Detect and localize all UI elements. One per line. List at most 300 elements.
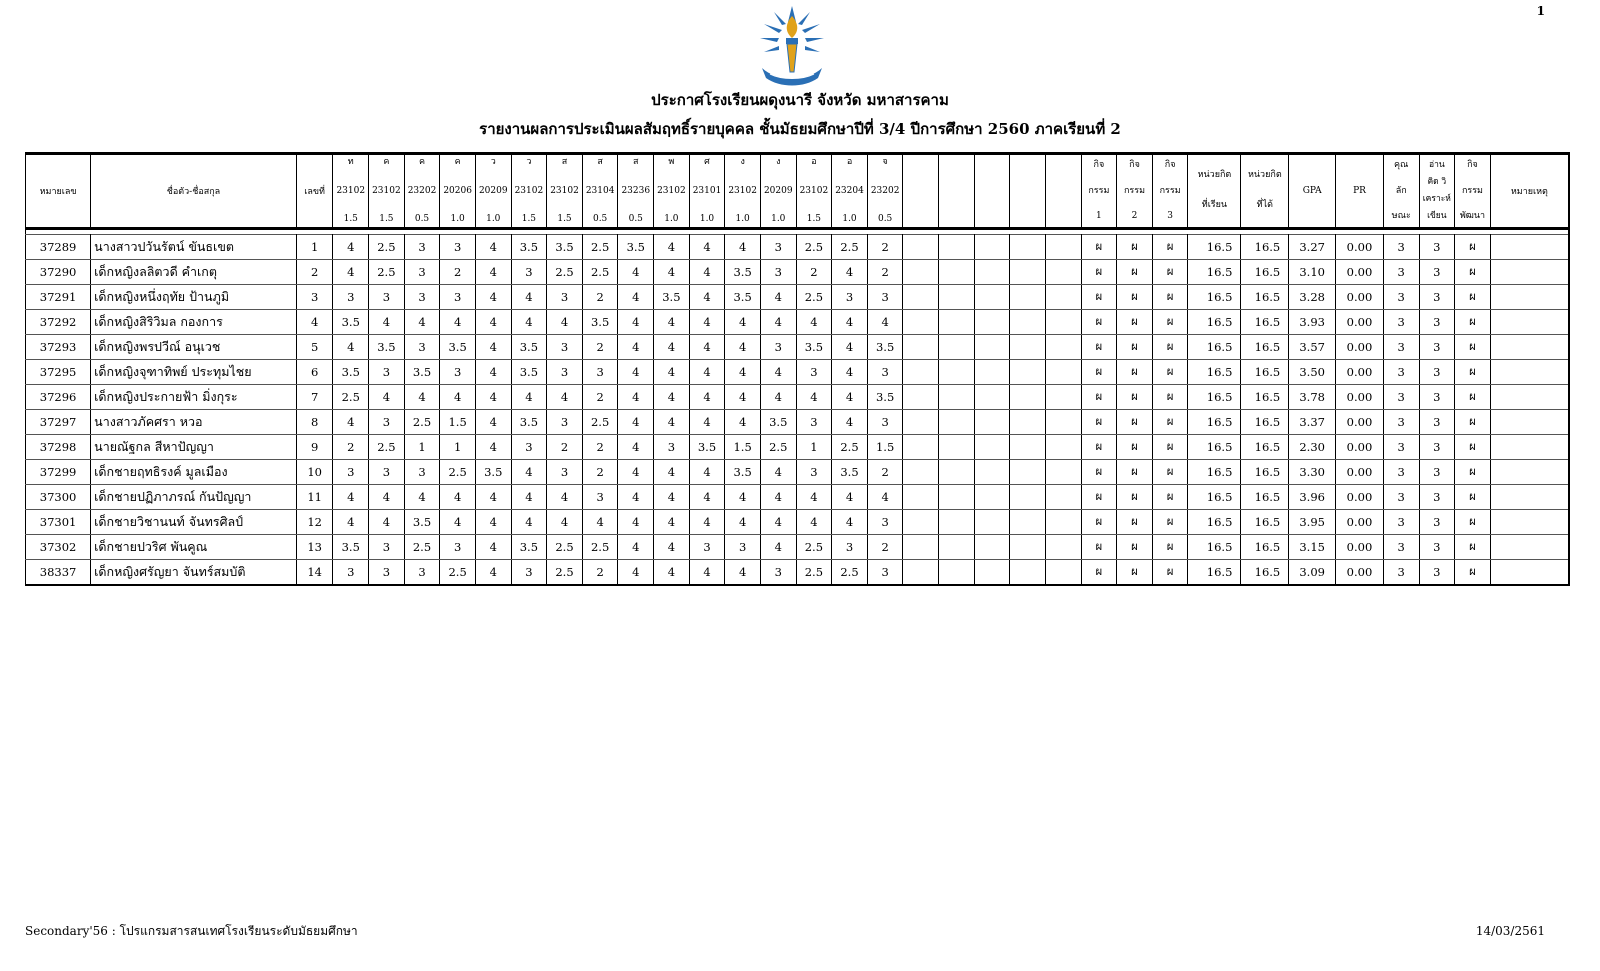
grade-cell: 4 (725, 360, 761, 385)
activity-cell: ผ (1117, 410, 1153, 435)
empty-cell (974, 310, 1010, 335)
empty-cell (1045, 285, 1081, 310)
pr-cell: 0.00 (1336, 560, 1384, 586)
grade-cell: 4 (475, 260, 511, 285)
grade-cell: 4 (582, 510, 618, 535)
grade-cell: 4 (618, 360, 654, 385)
activity-cell: ผ (1117, 385, 1153, 410)
grade-cell: 4 (760, 385, 796, 410)
grade-cell: 3.5 (582, 310, 618, 335)
reading-cell: 3 (1419, 560, 1455, 586)
activity-cell: ผ (1081, 360, 1117, 385)
grade-cell: 3 (440, 535, 476, 560)
character-cell: 3 (1383, 535, 1419, 560)
grade-cell: 1 (796, 435, 832, 460)
grade-cell: 4 (618, 260, 654, 285)
table-row (26, 510, 1570, 535)
activity-cell: ผ (1152, 485, 1188, 510)
grade-cell: 3.5 (618, 235, 654, 260)
reading-cell: 3 (1419, 510, 1455, 535)
grade-cell: 4 (618, 335, 654, 360)
grade-cell: 3 (547, 335, 583, 360)
subject-header: ค 20206 1.0 (440, 154, 476, 229)
grade-cell: 2 (582, 560, 618, 586)
grade-cell: 3 (867, 360, 903, 385)
activity-cell: ผ (1081, 510, 1117, 535)
empty-cell (974, 560, 1010, 586)
grade-cell: 4 (475, 485, 511, 510)
grade-cell: 4 (369, 510, 405, 535)
grade-cell: 4 (760, 485, 796, 510)
grade-cell: 4 (369, 310, 405, 335)
activity-cell: ผ (1117, 235, 1153, 260)
units-study-cell: 16.5 (1188, 285, 1241, 310)
grade-cell: 4 (333, 510, 369, 535)
development-cell: ผ (1455, 310, 1491, 335)
character-cell: 3 (1383, 460, 1419, 485)
grade-cell: 3 (547, 360, 583, 385)
grade-cell: 2 (582, 335, 618, 360)
grade-cell: 2.5 (369, 235, 405, 260)
character-cell: 3 (1383, 385, 1419, 410)
grade-cell: 3 (404, 460, 440, 485)
empty-cell (1010, 360, 1046, 385)
units-earned-cell: 16.5 (1241, 485, 1289, 510)
grade-cell: 2 (547, 435, 583, 460)
pr-cell: 0.00 (1336, 285, 1384, 310)
grade-cell: 3.5 (475, 460, 511, 485)
student-name: เด็กหญิงจุฑาทิพย์ ประทุมไชย (91, 360, 297, 385)
empty-cell (1010, 310, 1046, 335)
empty-header (1010, 154, 1046, 229)
grade-cell: 2.5 (582, 410, 618, 435)
empty-cell (903, 235, 939, 260)
activity-cell: ผ (1081, 285, 1117, 310)
activity-cell: ผ (1081, 260, 1117, 285)
grade-cell: 2 (440, 260, 476, 285)
grade-cell: 4 (618, 535, 654, 560)
empty-cell (1045, 535, 1081, 560)
empty-cell (939, 260, 975, 285)
student-no: 3 (296, 285, 333, 310)
note-cell (1490, 310, 1569, 335)
subject-header: ว 20209 1.0 (475, 154, 511, 229)
gpa-cell: 3.30 (1289, 460, 1336, 485)
empty-cell (974, 485, 1010, 510)
empty-cell (1045, 510, 1081, 535)
grade-cell: 4 (547, 485, 583, 510)
grade-cell: 4 (689, 485, 725, 510)
grade-cell: 2 (582, 435, 618, 460)
character-cell: 3 (1383, 260, 1419, 285)
grade-cell: 4 (654, 535, 690, 560)
empty-cell (1010, 485, 1046, 510)
grade-cell: 3 (369, 460, 405, 485)
subject-header: ศ 23101 1.0 (689, 154, 725, 229)
footer-program-name: Secondary'56 : โปรแกรมสารสนเทศโรงเรียนระดับมัธยมศึกษา (25, 924, 358, 938)
grade-cell: 3 (369, 285, 405, 310)
empty-cell (939, 285, 975, 310)
grade-cell: 4 (689, 335, 725, 360)
grade-cell: 4 (725, 410, 761, 435)
empty-cell (974, 285, 1010, 310)
grade-cell: 3.5 (511, 360, 547, 385)
note-cell (1490, 460, 1569, 485)
student-id: 37292 (26, 310, 91, 335)
gpa-cell: 2.30 (1289, 435, 1336, 460)
pr-cell: 0.00 (1336, 360, 1384, 385)
activity-cell: ผ (1152, 285, 1188, 310)
units-study-cell: 16.5 (1188, 460, 1241, 485)
empty-cell (1010, 260, 1046, 285)
grade-cell: 4 (618, 410, 654, 435)
empty-cell (903, 535, 939, 560)
grade-cell: 3 (867, 560, 903, 586)
note-cell (1490, 360, 1569, 385)
grade-cell: 3 (511, 435, 547, 460)
grade-cell: 4 (725, 560, 761, 586)
grade-cell: 4 (689, 510, 725, 535)
student-no: 2 (296, 260, 333, 285)
student-name: เด็กชายฤทธิรงค์ มูลเมือง (91, 460, 297, 485)
grade-cell: 2.5 (796, 235, 832, 260)
table-row (26, 560, 1570, 586)
grade-cell: 4 (725, 235, 761, 260)
grade-cell: 2 (867, 535, 903, 560)
empty-cell (903, 310, 939, 335)
grade-cell: 4 (832, 335, 868, 360)
grade-cell: 4 (725, 335, 761, 360)
grade-cell: 1 (440, 435, 476, 460)
grade-cell: 2.5 (547, 260, 583, 285)
grade-cell: 3 (832, 535, 868, 560)
character-cell: 3 (1383, 410, 1419, 435)
grade-cell: 3 (547, 410, 583, 435)
grade-cell: 4 (832, 260, 868, 285)
grade-cell: 4 (333, 485, 369, 510)
character-cell: 3 (1383, 560, 1419, 586)
gpa-cell: 3.10 (1289, 260, 1336, 285)
school-logo (752, 2, 832, 86)
pr-cell: 0.00 (1336, 485, 1384, 510)
reading-header: อ่าน คิด วิ เคราะห์ เขียน (1419, 154, 1455, 229)
grade-cell: 2.5 (796, 560, 832, 586)
student-id: 37297 (26, 410, 91, 435)
grade-cell: 4 (760, 310, 796, 335)
grade-cell: 4 (654, 385, 690, 410)
character-cell: 3 (1383, 360, 1419, 385)
pr-cell: 0.00 (1336, 410, 1384, 435)
grade-cell: 2.5 (582, 260, 618, 285)
grade-cell: 3.5 (333, 535, 369, 560)
grade-cell: 4 (440, 310, 476, 335)
grade-cell: 3 (404, 560, 440, 586)
units-study-cell: 16.5 (1188, 335, 1241, 360)
activity-cell: ผ (1117, 510, 1153, 535)
development-cell: ผ (1455, 360, 1491, 385)
table-row (26, 335, 1570, 360)
subject-header: ง 20209 1.0 (760, 154, 796, 229)
grade-cell: 3.5 (832, 460, 868, 485)
col-id-header: หมายเลข (26, 154, 91, 229)
grade-cell: 4 (654, 510, 690, 535)
student-id: 37301 (26, 510, 91, 535)
grade-cell: 3 (333, 560, 369, 586)
activity-cell: ผ (1152, 435, 1188, 460)
grade-cell: 3.5 (333, 360, 369, 385)
student-id: 37302 (26, 535, 91, 560)
empty-cell (974, 435, 1010, 460)
units-study-cell: 16.5 (1188, 385, 1241, 410)
grade-cell: 3 (582, 360, 618, 385)
grade-cell: 4 (689, 235, 725, 260)
student-id: 37298 (26, 435, 91, 460)
grade-cell: 2.5 (582, 535, 618, 560)
grade-cell: 4 (760, 535, 796, 560)
subject-header: จ 23202 0.5 (867, 154, 903, 229)
empty-cell (1045, 435, 1081, 460)
grade-cell: 4 (618, 485, 654, 510)
reading-cell: 3 (1419, 260, 1455, 285)
units-study-cell: 16.5 (1188, 260, 1241, 285)
grade-cell: 4 (654, 410, 690, 435)
grade-cell: 2.5 (547, 560, 583, 586)
activity-cell: ผ (1117, 310, 1153, 335)
student-id: 37289 (26, 235, 91, 260)
grade-cell: 2.5 (582, 235, 618, 260)
grade-cell: 4 (725, 510, 761, 535)
grade-cell: 4 (475, 360, 511, 385)
student-no: 13 (296, 535, 333, 560)
development-cell: ผ (1455, 235, 1491, 260)
empty-cell (939, 560, 975, 586)
empty-cell (903, 560, 939, 586)
grade-cell: 4 (333, 235, 369, 260)
grade-cell: 3 (725, 535, 761, 560)
pr-cell: 0.00 (1336, 435, 1384, 460)
empty-header (1045, 154, 1081, 229)
student-no: 9 (296, 435, 333, 460)
grade-cell: 4 (475, 535, 511, 560)
empty-cell (939, 485, 975, 510)
units-study-cell: 16.5 (1188, 310, 1241, 335)
activity-cell: ผ (1117, 535, 1153, 560)
grade-cell: 4 (689, 260, 725, 285)
empty-cell (1045, 485, 1081, 510)
grade-cell: 4 (654, 460, 690, 485)
note-cell (1490, 560, 1569, 586)
pr-cell: 0.00 (1336, 510, 1384, 535)
grade-cell: 4 (475, 510, 511, 535)
empty-cell (1010, 535, 1046, 560)
grade-cell: 4 (654, 310, 690, 335)
activity-cell: ผ (1081, 485, 1117, 510)
empty-cell (1010, 560, 1046, 586)
grade-cell: 3 (760, 260, 796, 285)
activity-cell: ผ (1117, 360, 1153, 385)
activity-cell: ผ (1152, 535, 1188, 560)
grade-cell: 3.5 (333, 310, 369, 335)
empty-cell (903, 360, 939, 385)
grade-cell: 3 (832, 285, 868, 310)
student-no: 8 (296, 410, 333, 435)
units-study-cell: 16.5 (1188, 560, 1241, 586)
grade-cell: 4 (796, 310, 832, 335)
grade-cell: 1.5 (440, 410, 476, 435)
empty-cell (903, 410, 939, 435)
gpa-cell: 3.95 (1289, 510, 1336, 535)
empty-cell (1045, 260, 1081, 285)
grade-cell: 4 (547, 510, 583, 535)
grade-cell: 4 (404, 485, 440, 510)
grade-cell: 3 (440, 360, 476, 385)
reading-cell: 3 (1419, 335, 1455, 360)
units-earned-cell: 16.5 (1241, 460, 1289, 485)
subject-header: ท 23102 1.5 (333, 154, 369, 229)
student-no: 4 (296, 310, 333, 335)
note-header: หมายเหตุ (1490, 154, 1569, 229)
student-name: เด็กชายวิชานนท์ จันทรศิลป์ (91, 510, 297, 535)
grade-cell: 4 (511, 460, 547, 485)
empty-cell (1045, 385, 1081, 410)
grade-cell: 4 (689, 410, 725, 435)
student-name: เด็กชายปวริศ พันคูณ (91, 535, 297, 560)
grade-cell: 4 (475, 235, 511, 260)
grade-cell: 2.5 (440, 560, 476, 586)
report-subtitle: รายงานผลการประเมินผลสัมฤทธิ์รายบุคคล ชั้นมัธยมศึกษาปีที่ 3/4 ปีการศึกษา 2560 ภาคเรียนที่ 2 (479, 120, 1121, 138)
activity-cell: ผ (1117, 335, 1153, 360)
note-cell (1490, 335, 1569, 360)
units-study-cell: 16.5 (1188, 360, 1241, 385)
student-name: นายณัฐกล สีหาปัญญา (91, 435, 297, 460)
development-cell: ผ (1455, 385, 1491, 410)
grade-cell: 4 (369, 385, 405, 410)
grade-cell: 3 (867, 285, 903, 310)
empty-cell (903, 460, 939, 485)
grade-cell: 2.5 (832, 435, 868, 460)
grade-cell: 3.5 (796, 335, 832, 360)
student-name: เด็กหญิงศรัญยา จันทร์สมบัติ (91, 560, 297, 586)
grade-cell: 4 (832, 510, 868, 535)
student-no: 10 (296, 460, 333, 485)
activity-cell: ผ (1117, 285, 1153, 310)
activity-cell: ผ (1081, 410, 1117, 435)
development-cell: ผ (1455, 560, 1491, 586)
table-row (26, 285, 1570, 310)
grade-cell: 2 (867, 260, 903, 285)
activity-cell: ผ (1081, 535, 1117, 560)
grade-cell: 2.5 (832, 235, 868, 260)
grade-cell: 3 (796, 360, 832, 385)
pr-cell: 0.00 (1336, 235, 1384, 260)
empty-cell (939, 385, 975, 410)
empty-cell (903, 335, 939, 360)
grade-cell: 3 (760, 560, 796, 586)
grade-cell: 4 (689, 560, 725, 586)
grade-cell: 4 (618, 385, 654, 410)
reading-cell: 3 (1419, 285, 1455, 310)
grade-cell: 3.5 (654, 285, 690, 310)
grade-cell: 4 (689, 310, 725, 335)
grade-cell: 2 (333, 435, 369, 460)
grade-cell: 1.5 (725, 435, 761, 460)
grade-cell: 2 (867, 235, 903, 260)
empty-cell (903, 385, 939, 410)
grade-cell: 3 (511, 260, 547, 285)
activity-header: กิจ กรรม 3 (1152, 154, 1188, 229)
development-cell: ผ (1455, 485, 1491, 510)
gpa-cell: 3.27 (1289, 235, 1336, 260)
student-name: นางสาวปวันรัตน์ ขันธเขต (91, 235, 297, 260)
units-earned-cell: 16.5 (1241, 235, 1289, 260)
grade-cell: 4 (618, 435, 654, 460)
empty-cell (1010, 435, 1046, 460)
grade-cell: 4 (832, 385, 868, 410)
grade-cell: 3 (369, 535, 405, 560)
page-number: 1 (1536, 4, 1545, 18)
activity-cell: ผ (1081, 560, 1117, 586)
note-cell (1490, 535, 1569, 560)
note-cell (1490, 260, 1569, 285)
units-study-cell: 16.5 (1188, 410, 1241, 435)
grade-cell: 4 (618, 560, 654, 586)
grade-cell: 4 (618, 510, 654, 535)
grade-cell: 4 (832, 485, 868, 510)
grade-cell: 4 (511, 485, 547, 510)
grade-cell: 4 (760, 510, 796, 535)
units-earned-cell: 16.5 (1241, 560, 1289, 586)
table-row (26, 360, 1570, 385)
student-name: เด็กชายปฏิภาภรณ์ กันปัญญา (91, 485, 297, 510)
grade-cell: 4 (832, 310, 868, 335)
activity-cell: ผ (1152, 510, 1188, 535)
empty-cell (939, 410, 975, 435)
development-cell: ผ (1455, 435, 1491, 460)
table-row (26, 235, 1570, 260)
subject-header: ค 23102 1.5 (369, 154, 405, 229)
gpa-cell: 3.57 (1289, 335, 1336, 360)
grade-cell: 2.5 (547, 535, 583, 560)
table-row (26, 485, 1570, 510)
grade-cell: 4 (475, 435, 511, 460)
student-no: 11 (296, 485, 333, 510)
reading-cell: 3 (1419, 460, 1455, 485)
empty-cell (974, 535, 1010, 560)
student-id: 37300 (26, 485, 91, 510)
grade-cell: 2 (582, 385, 618, 410)
development-cell: ผ (1455, 535, 1491, 560)
empty-cell (1010, 460, 1046, 485)
grade-cell: 2.5 (333, 385, 369, 410)
table-row (26, 385, 1570, 410)
empty-cell (939, 235, 975, 260)
empty-cell (939, 535, 975, 560)
grade-cell: 4 (796, 485, 832, 510)
empty-cell (974, 360, 1010, 385)
report-title: ประกาศโรงเรียนผดุงนารี จังหวัด มหาสารคาม (651, 91, 949, 109)
grade-cell: 4 (404, 310, 440, 335)
activity-cell: ผ (1117, 460, 1153, 485)
grade-cell: 3 (333, 285, 369, 310)
header-row (26, 154, 1570, 229)
grade-cell: 4 (369, 485, 405, 510)
empty-cell (974, 510, 1010, 535)
grades-table (25, 152, 1570, 586)
grade-cell: 3 (654, 435, 690, 460)
grade-cell: 2.5 (760, 435, 796, 460)
reading-cell: 3 (1419, 485, 1455, 510)
activity-cell: ผ (1117, 435, 1153, 460)
